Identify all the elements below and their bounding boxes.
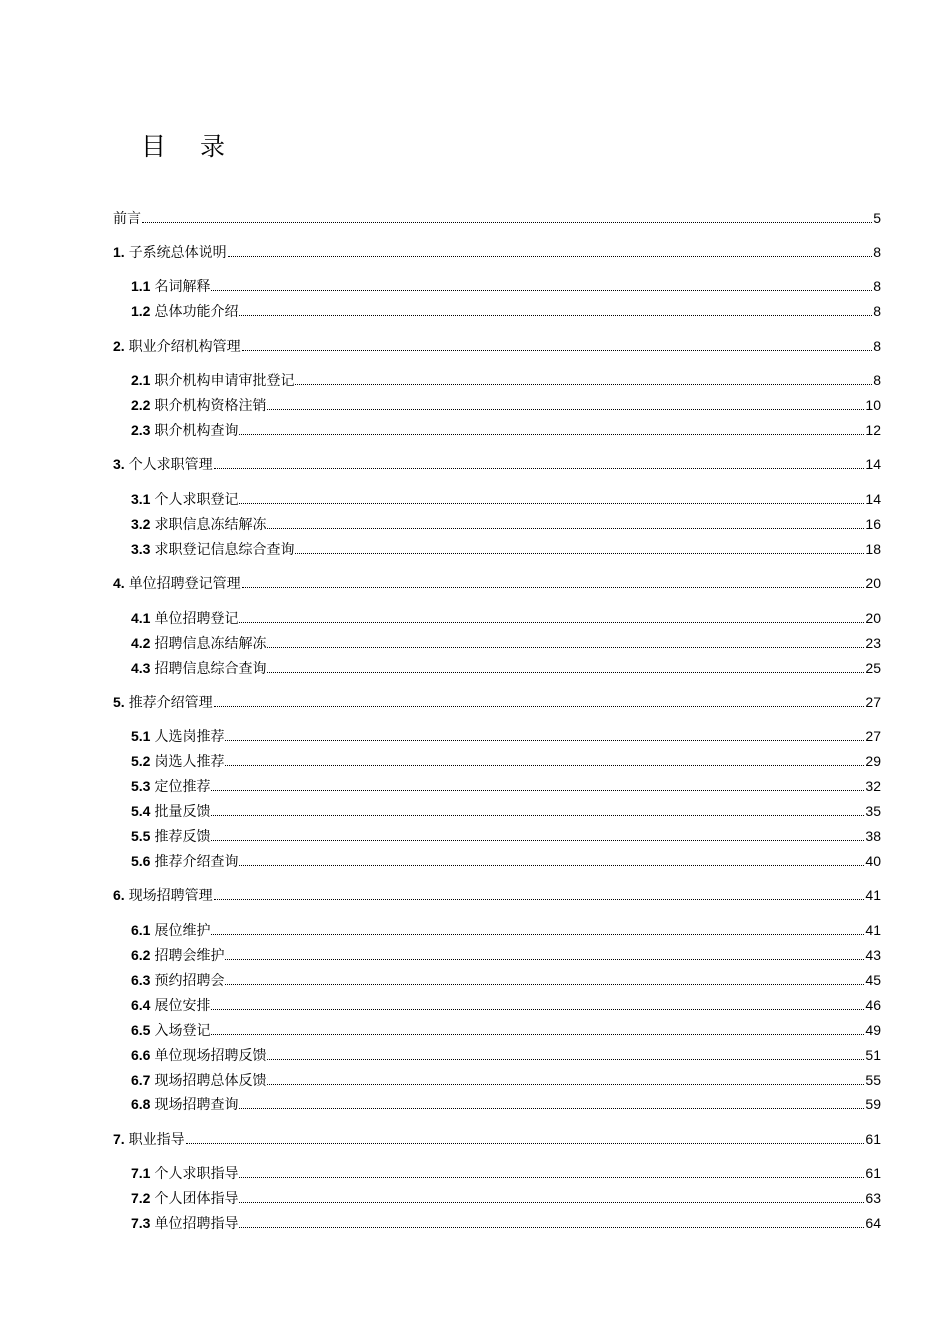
toc-dot-leader <box>239 622 864 623</box>
toc-entry-title: 个人求职指导 <box>154 1166 239 1182</box>
toc-entry-number: 2.2 <box>131 397 151 413</box>
toc-section-entry[interactable] <box>131 395 881 415</box>
toc-section-entry[interactable] <box>131 995 881 1015</box>
toc-page-number: 8 <box>873 244 881 260</box>
toc-entry-title: 单位招聘指导 <box>154 1216 239 1232</box>
toc-entry-title: 职介机构资格注销 <box>154 398 267 414</box>
toc-dot-leader <box>211 1034 864 1035</box>
toc-chapter-entry[interactable] <box>113 336 881 356</box>
toc-entry-title: 展位维护 <box>154 923 211 939</box>
toc-entry-title: 推荐介绍查询 <box>154 854 239 870</box>
toc-section-entry[interactable] <box>131 751 881 771</box>
toc-dot-leader <box>211 790 864 791</box>
toc-dot-leader <box>295 384 872 385</box>
toc-entry-number: 3. <box>113 456 125 472</box>
title-char-1: 目 <box>141 132 167 161</box>
toc-section-entry[interactable] <box>131 370 881 390</box>
toc-entry-number: 3.1 <box>131 491 151 507</box>
toc-section-entry[interactable] <box>131 801 881 821</box>
toc-section-entry[interactable] <box>131 1188 881 1208</box>
toc-dot-leader <box>211 290 872 291</box>
toc-dot-leader <box>225 765 864 766</box>
toc-page-number: 8 <box>873 338 881 354</box>
toc-page-number: 40 <box>865 853 881 869</box>
toc-dot-leader <box>239 1227 864 1228</box>
toc-entry-title: 单位招聘登记 <box>154 611 239 627</box>
toc-entry-number: 4.1 <box>131 610 151 626</box>
toc-page-number: 27 <box>865 694 881 710</box>
toc-entry-number: 6.4 <box>131 997 151 1013</box>
toc-page-number: 45 <box>865 972 881 988</box>
toc-page-number: 63 <box>865 1190 881 1206</box>
toc-page-number: 59 <box>865 1096 881 1112</box>
toc-dot-leader <box>239 434 864 435</box>
toc-page-number: 10 <box>865 397 881 413</box>
toc-entry-number: 5.4 <box>131 803 151 819</box>
toc-entry-title: 名词解释 <box>154 279 211 295</box>
toc-entry-number: 4. <box>113 575 125 591</box>
toc-dot-leader <box>225 984 864 985</box>
toc-entry-number: 6.5 <box>131 1022 151 1038</box>
toc-entry-title: 个人团体指导 <box>154 1191 239 1207</box>
toc-dot-leader <box>239 1202 864 1203</box>
toc-page-number: 12 <box>865 422 881 438</box>
toc-entry-title: 求职登记信息综合查询 <box>154 542 295 558</box>
toc-entry-title: 个人求职登记 <box>154 492 239 508</box>
toc-section-entry[interactable] <box>131 920 881 940</box>
toc-entry-title: 招聘信息冻结解冻 <box>154 636 267 652</box>
toc-section-entry[interactable] <box>131 1094 881 1114</box>
toc-entry-title: 入场登记 <box>154 1023 211 1039</box>
toc-entry-title: 单位招聘登记管理 <box>128 576 241 592</box>
toc-entry-title: 现场招聘查询 <box>154 1097 239 1113</box>
toc-entry-title: 子系统总体说明 <box>128 245 227 261</box>
toc-page-number: 29 <box>865 753 881 769</box>
toc-entry-number: 6. <box>113 887 125 903</box>
toc-section-entry[interactable] <box>131 633 881 653</box>
toc-entry-number: 6.1 <box>131 922 151 938</box>
toc-page-number: 55 <box>865 1072 881 1088</box>
toc-dot-leader <box>267 647 864 648</box>
toc-section-entry[interactable] <box>131 970 881 990</box>
toc-dot-leader <box>239 315 872 316</box>
toc-entry-number: 6.8 <box>131 1096 151 1112</box>
toc-page-number: 8 <box>873 372 881 388</box>
toc-dot-leader <box>267 1084 864 1085</box>
toc-entry-number: 6.2 <box>131 947 151 963</box>
toc-page-number: 14 <box>865 491 881 507</box>
toc-entry-title: 单位现场招聘反馈 <box>154 1048 267 1064</box>
toc-entry-title: 总体功能介绍 <box>154 304 239 320</box>
toc-dot-leader <box>214 706 865 707</box>
toc-chapter-entry[interactable] <box>113 885 881 905</box>
toc-dot-leader <box>142 222 872 223</box>
toc-section-entry[interactable] <box>131 726 881 746</box>
toc-section-entry[interactable] <box>131 514 881 534</box>
toc-page-number: 61 <box>865 1165 881 1181</box>
toc-page-number: 49 <box>865 1022 881 1038</box>
title-char-2: 录 <box>200 132 226 161</box>
toc-dot-leader <box>267 528 864 529</box>
toc-entry-number: 6.6 <box>131 1047 151 1063</box>
toc-chapter-entry[interactable] <box>113 1129 881 1149</box>
toc-dot-leader <box>239 865 864 866</box>
toc-chapter-entry[interactable] <box>113 454 881 474</box>
toc-section-entry[interactable] <box>131 1020 881 1040</box>
toc-section-entry[interactable] <box>131 1163 881 1183</box>
toc-entry-title: 职介机构申请审批登记 <box>154 373 295 389</box>
toc-section-entry[interactable] <box>131 539 881 559</box>
toc-page-number: 41 <box>865 922 881 938</box>
toc-entry-title: 推荐介绍管理 <box>128 695 213 711</box>
toc-page-number: 27 <box>865 728 881 744</box>
toc-entry-number: 1.2 <box>131 303 151 319</box>
toc-page-number: 61 <box>865 1131 881 1147</box>
toc-chapter-entry[interactable] <box>113 692 881 712</box>
toc-page-number: 32 <box>865 778 881 794</box>
toc-dot-leader <box>211 815 864 816</box>
toc-dot-leader <box>267 672 864 673</box>
toc-entry-number: 2. <box>113 338 125 354</box>
toc-entry-title: 职业指导 <box>128 1132 185 1148</box>
toc-dot-leader <box>214 899 865 900</box>
toc-entry-title: 招聘会维护 <box>154 948 225 964</box>
toc-entry-number: 6.7 <box>131 1072 151 1088</box>
toc-entry-number: 3.2 <box>131 516 151 532</box>
toc-dot-leader <box>225 959 864 960</box>
toc-dot-leader <box>211 934 864 935</box>
toc-page-number: 8 <box>873 303 881 319</box>
toc-entry-title: 展位安排 <box>154 998 211 1014</box>
toc-dot-leader <box>214 468 865 469</box>
toc-page-number: 64 <box>865 1215 881 1231</box>
toc-dot-leader <box>239 1108 864 1109</box>
toc-dot-leader <box>228 256 873 257</box>
toc-entry-number: 5.5 <box>131 828 151 844</box>
toc-page-number: 43 <box>865 947 881 963</box>
toc-page-number: 25 <box>865 660 881 676</box>
toc-dot-leader <box>242 350 873 351</box>
toc-page-number: 41 <box>865 887 881 903</box>
toc-section-entry[interactable] <box>131 851 881 871</box>
toc-dot-leader <box>211 840 864 841</box>
toc-section-entry[interactable] <box>131 489 881 509</box>
toc-entry-title: 个人求职管理 <box>128 457 213 473</box>
toc-dot-leader <box>242 587 865 588</box>
toc-entry-number: 7.3 <box>131 1215 151 1231</box>
toc-entry-number: 5. <box>113 694 125 710</box>
toc-dot-leader <box>186 1143 865 1144</box>
toc-entry-number: 1.1 <box>131 278 151 294</box>
toc-section-entry[interactable] <box>131 1070 881 1090</box>
toc-entry-number: 5.6 <box>131 853 151 869</box>
toc-dot-leader <box>239 503 864 504</box>
toc-page-number: 8 <box>873 278 881 294</box>
toc-entry-title: 现场招聘管理 <box>128 888 213 904</box>
toc-entry-title: 推荐反馈 <box>154 829 211 845</box>
toc-section-entry[interactable] <box>131 420 881 440</box>
toc-page-number: 18 <box>865 541 881 557</box>
toc-entry-number: 5.3 <box>131 778 151 794</box>
toc-section-entry[interactable] <box>131 301 881 321</box>
toc-page-number: 14 <box>865 456 881 472</box>
toc-page-number: 46 <box>865 997 881 1013</box>
toc-chapter-entry[interactable] <box>113 573 881 593</box>
toc-entry-title: 人选岗推荐 <box>154 729 225 745</box>
toc-section-entry[interactable] <box>131 776 881 796</box>
toc-entry-title: 岗选人推荐 <box>154 754 225 770</box>
toc-entry-number: 1. <box>113 244 125 260</box>
toc-entry-title: 批量反馈 <box>154 804 211 820</box>
toc-page-number: 38 <box>865 828 881 844</box>
toc-entry-title: 现场招聘总体反馈 <box>154 1073 267 1089</box>
toc-dot-leader <box>295 553 864 554</box>
toc-entry-title: 职业介绍机构管理 <box>128 339 241 355</box>
toc-entry-title: 预约招聘会 <box>154 973 225 989</box>
toc-entry-number: 3.3 <box>131 541 151 557</box>
toc-entry-number: 6.3 <box>131 972 151 988</box>
toc-dot-leader <box>225 740 864 741</box>
toc-section-entry[interactable] <box>131 945 881 965</box>
toc-page-number: 20 <box>865 575 881 591</box>
toc-page-number: 35 <box>865 803 881 819</box>
toc-entry-number: 2.3 <box>131 422 151 438</box>
toc-entry-number: 7.1 <box>131 1165 151 1181</box>
toc-section-entry[interactable] <box>131 276 881 296</box>
toc-entry-number: 4.3 <box>131 660 151 676</box>
toc-section-entry[interactable] <box>131 826 881 846</box>
toc-dot-leader <box>267 409 864 410</box>
toc-entry-title: 定位推荐 <box>154 779 211 795</box>
toc-page-number: 5 <box>873 210 881 226</box>
toc-dot-leader <box>239 1177 864 1178</box>
toc-entry-title: 招聘信息综合查询 <box>154 661 267 677</box>
toc-entry-number: 7. <box>113 1131 125 1147</box>
toc-section-entry[interactable] <box>131 1213 881 1233</box>
toc-entry-number: 7.2 <box>131 1190 151 1206</box>
toc-entry-number: 5.2 <box>131 753 151 769</box>
toc-page-number: 16 <box>865 516 881 532</box>
toc-entry-number: 4.2 <box>131 635 151 651</box>
toc-page-number: 23 <box>865 635 881 651</box>
toc-dot-leader <box>211 1009 864 1010</box>
toc-section-entry[interactable] <box>131 1045 881 1065</box>
toc-entry-title: 职介机构查询 <box>154 423 239 439</box>
toc-section-entry[interactable] <box>131 658 881 678</box>
toc-page-number: 20 <box>865 610 881 626</box>
toc-dot-leader <box>267 1059 864 1060</box>
toc-chapter-entry[interactable] <box>113 208 881 228</box>
toc-entry-title: 前言 <box>113 211 141 227</box>
toc-section-entry[interactable] <box>131 608 881 628</box>
toc-entry-number: 5.1 <box>131 728 151 744</box>
toc-chapter-entry[interactable] <box>113 242 881 262</box>
toc-entry-title: 求职信息冻结解冻 <box>154 517 267 533</box>
toc-entry-number: 2.1 <box>131 372 151 388</box>
toc-page-number: 51 <box>865 1047 881 1063</box>
